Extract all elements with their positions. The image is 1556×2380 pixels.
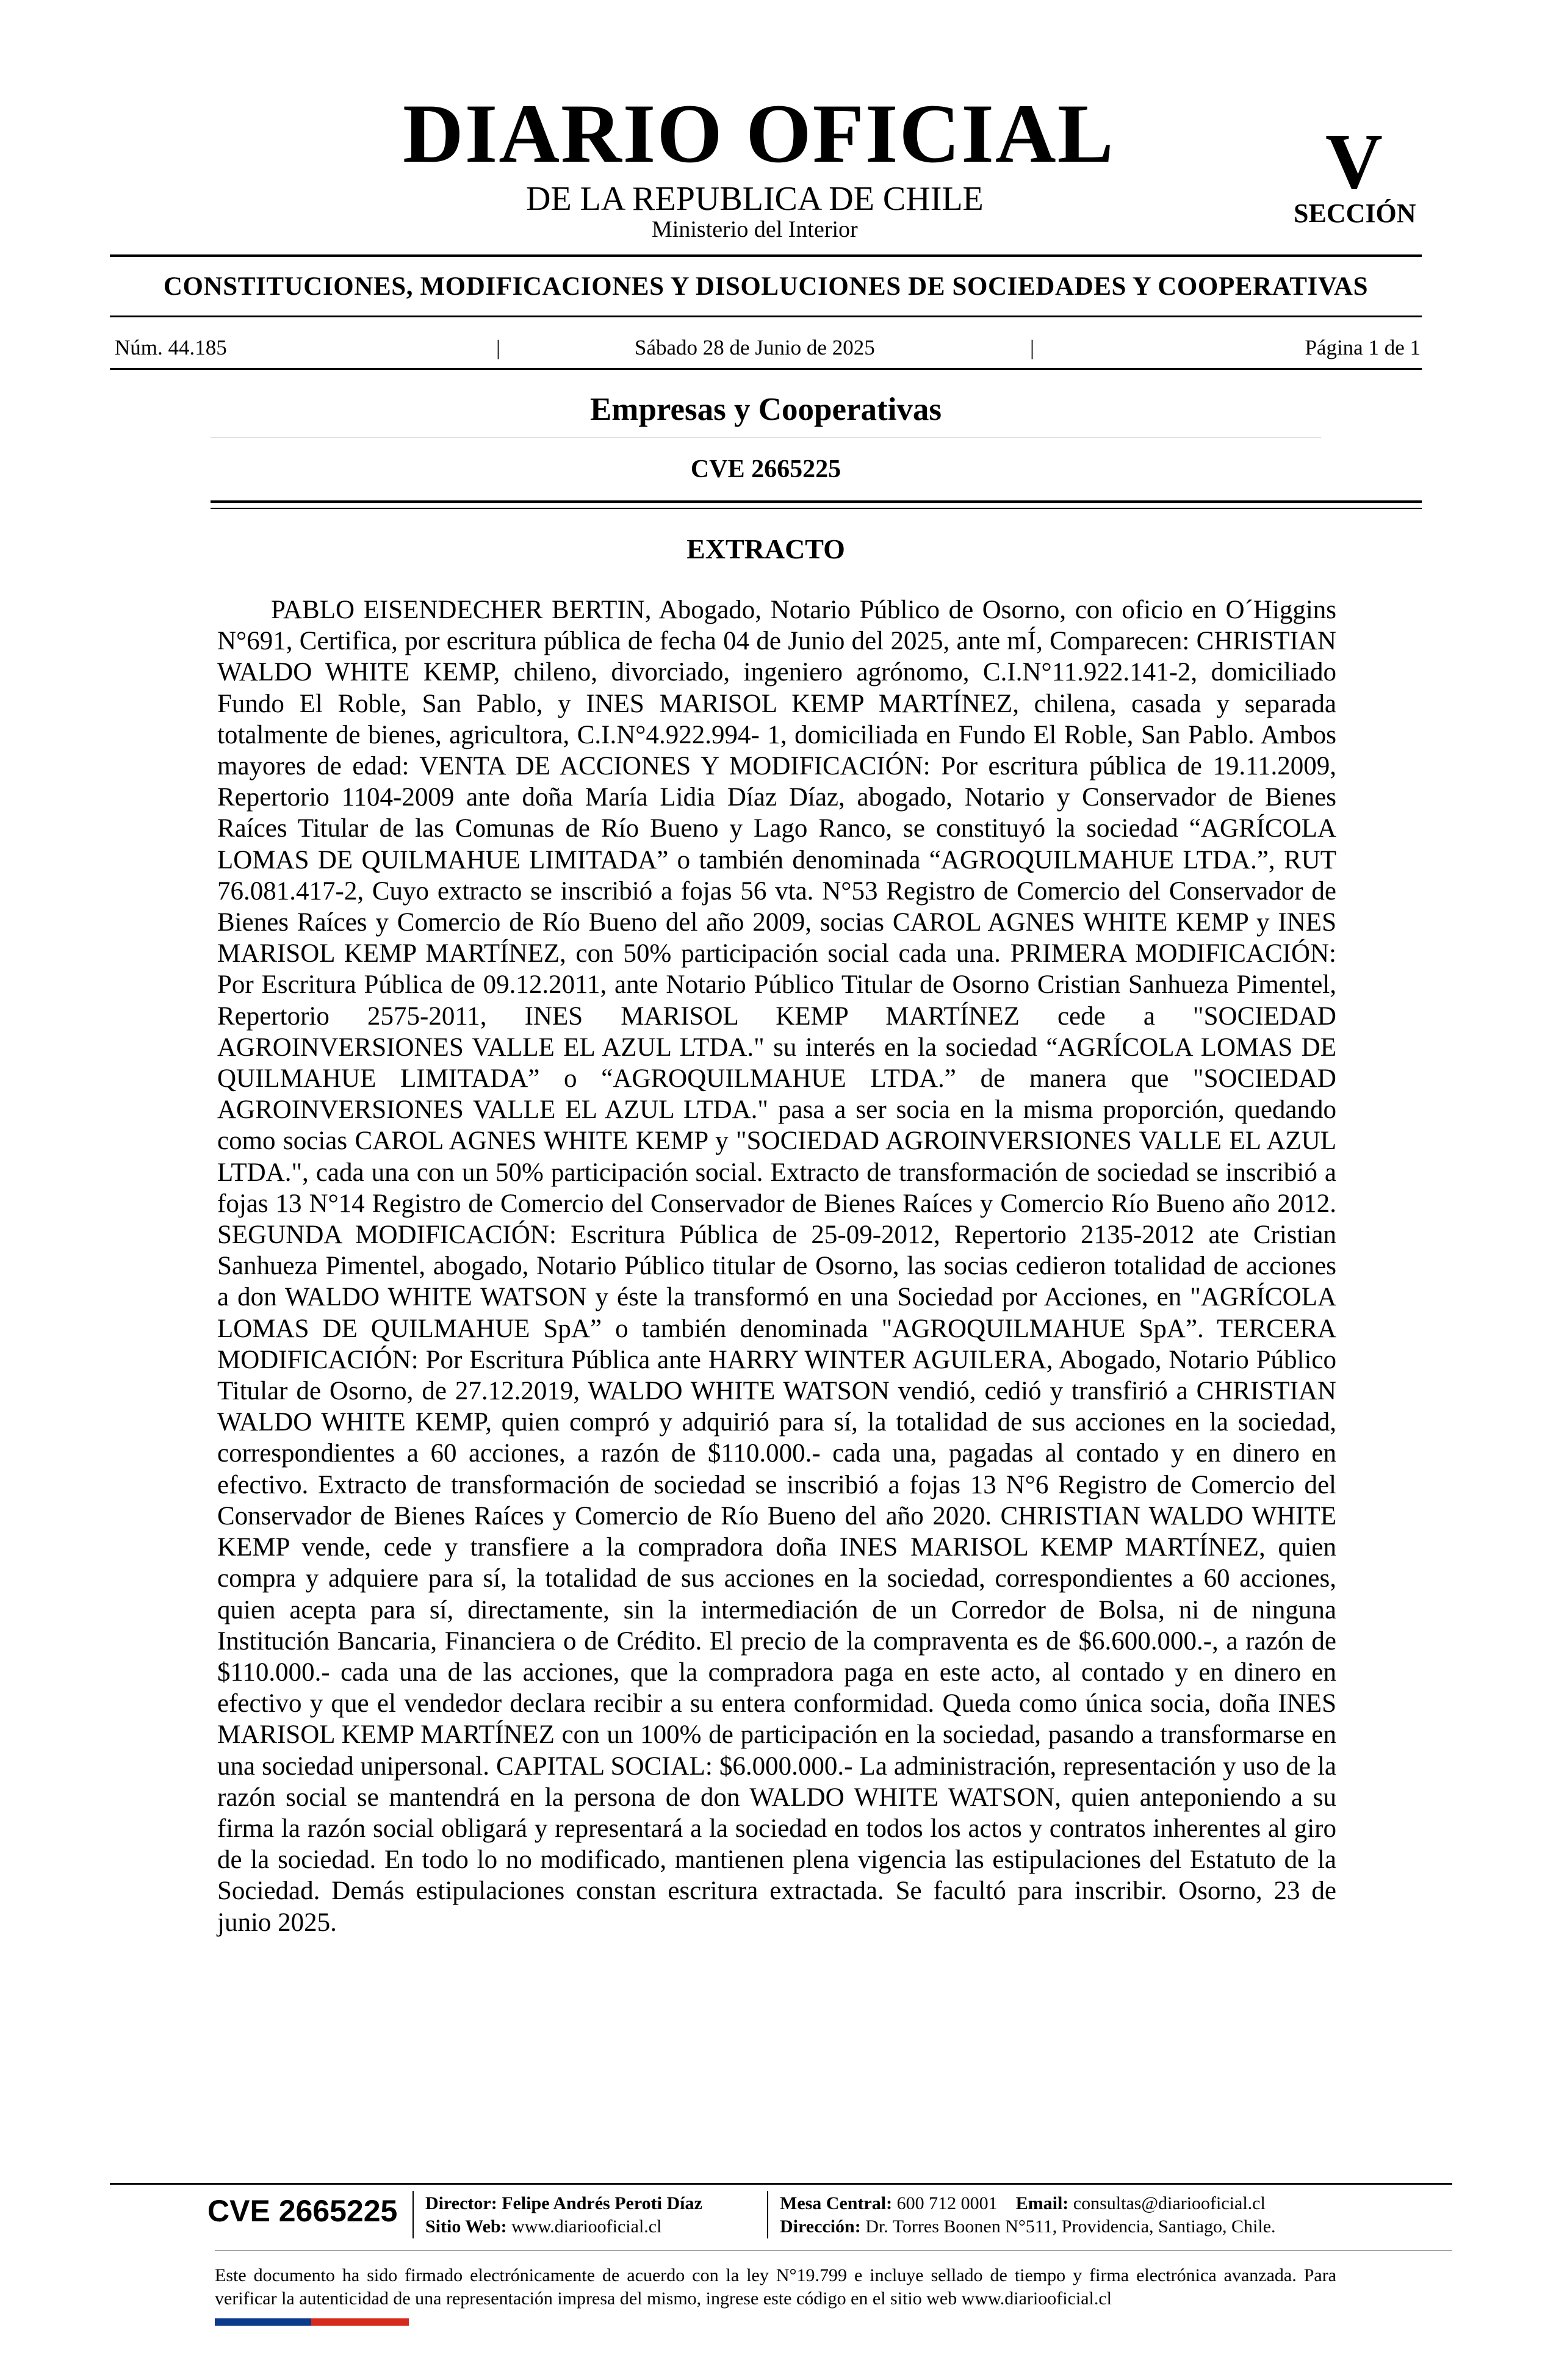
footer-separator <box>412 2191 414 2238</box>
footer-separator <box>767 2191 768 2238</box>
category-rule <box>110 316 1422 317</box>
footer-website <box>425 2215 702 2238</box>
website-link[interactable]: www.diariooficial.cl <box>511 2216 662 2237</box>
address-label: Dirección: <box>780 2216 861 2237</box>
footer-disclaimer-rule <box>215 2250 1452 2251</box>
flag-red-segment <box>311 2318 409 2326</box>
director-name: Felipe Andrés Peroti Díaz <box>502 2193 702 2213</box>
footer-contact-col <box>780 2192 1276 2238</box>
section-letter: V <box>1325 118 1383 206</box>
masthead-subtitle: DE LA REPUBLICA DE CHILE <box>526 180 984 218</box>
extract-title: EXTRACTO <box>686 533 845 564</box>
section-word: SECCIÓN <box>1294 198 1416 228</box>
footer-director <box>425 2192 702 2215</box>
footer-cve-code: CVE 2665225 <box>207 2194 398 2228</box>
director-label: Director: <box>425 2193 497 2213</box>
section-divider <box>211 437 1321 438</box>
footer-rule <box>110 2183 1452 2185</box>
issue-separator: | <box>1030 336 1035 359</box>
issue-number: Núm. 44.185 <box>115 336 227 359</box>
issue-info-row <box>115 336 1421 360</box>
extract-body: PABLO EISENDECHER BERTIN, Abogado, Notario Público de Osorno, con oficio en O´Higgins N°691, Certifica, por escritura pública de fecha 04 de Junio del 2025, ante mÍ, Comparecen: CHRISTIAN WALDO WHITE KEMP, chileno, divorciado, ingeniero agrónomo, C.I.N°11.922.141-2, domiciliado Fundo El Roble, San Pablo, y INES MARISOL KEMP MARTÍNEZ, chilena, casada y separada totalmente de bienes, agricultora, C.I.N°4.922.994- 1, domiciliada en Fundo El Roble, San Pablo. Ambos mayores de edad: VENTA DE ACCIONES Y MODIFICACIÓN: Por escritura pública de 19.11.2009, Repertorio 1104-2009 ante doña María Lidia Díaz Díaz, abogado, Notario y Conservador de Bienes Raíces Titular de las Comunas de Río Bueno y Lago Ranco, se constituyó la sociedad “AGRÍCOLA LOMAS DE QUILMAHUE LIMITADA” o también denominada “AGROQUILMAHUE LTDA.”, RUT 76.081.417-2, Cuyo extracto se inscribió a fojas 56 vta. N°53 Registro de Comercio del Conservador de Bienes Raíces y Comercio de Río Bueno del año 2009, socias CAROL AGNES WHITE KEMP y INES MARISOL KEMP MARTÍNEZ, con 50% participación social cada una. PRIMERA MODIFICACIÓN: Por Escritura Pública de 09.12.2011, ante Notario Público Titular de Osorno Cristian Sanhueza Pimentel, Repertorio 2575-2011, INES MARISOL KEMP MARTÍNEZ cede a "SOCIEDAD AGROINVERSIONES VALLE EL AZUL LTDA." su interés en la sociedad “AGRÍCOLA LOMAS DE QUILMAHUE LIMITADA” o “AGROQUILMAHUE LTDA.” de manera que "SOCIEDAD AGROINVERSIONES VALLE EL AZUL LTDA." pasa a ser socia en la misma proporción, quedando como socias CAROL AGNES WHITE KEMP y "SOCIEDAD AGROINVERSIONES VALLE EL AZUL LTDA.", cada una con un 50% participación social. Extracto de transformación de sociedad se inscribió a fojas 13 N°14 Registro de Comercio del Conservador de Bienes Raíces y Comercio Río Bueno año 2012. SEGUNDA MODIFICACIÓN: Escritura Pública de 25-09-2012, Repertorio 2135-2012 ate Cristian Sanhueza Pimentel, abogado, Notario Público titular de Osorno, las socias cedieron totalidad de acciones a don WALDO WHITE WATSON y éste la transformó en una Sociedad por Acciones, en "AGRÍCOLA LOMAS DE QUILMAHUE SpA” o también denominada "AGROQUILMAHUE SpA”. TERCERA MODIFICACIÓN: Por Escritura Pública ante HARRY WINTER AGUILERA, Abogado, Notario Público Titular de Osorno, de 27.12.2019, WALDO WHITE WATSON vendió, cedió y transfirió a CHRISTIAN WALDO WHITE KEMP, quien compró y adquirió para sí, la totalidad de sus acciones en la sociedad, correspondientes a 60 acciones, a razón de $110.000.- cada una, pagadas al contado y en dinero en efectivo. Extracto de transformación de sociedad se inscribió a fojas 13 N°6 Registro de Comercio del Conservador de Bienes Raíces y Comercio de Río Bueno del año 2020. CHRISTIAN WALDO WHITE KEMP vende, cede y transfiere a la compradora doña INES MARISOL KEMP MARTÍNEZ, quien compra y adquiere para sí, la totalidad de sus acciones en la sociedad, correspondientes a 60 acciones, quien acepta para sí, directamente, sin la intermediación de un Corredor de Bolsa, ni de ninguna Institución Bancaria, Financiera o de Crédito. El precio de la compraventa es de $6.600.000.-, a razón de $110.000.- cada una de las acciones, que la compradora paga en este acto, al contado y en dinero en efectivo y que el vendedor declara recibir a su entera conformidad. Queda como única socia, doña INES MARISOL KEMP MARTÍNEZ con un 100% de participación en la sociedad, pasando a transformarse en una sociedad unipersonal. CAPITAL SOCIAL: $6.000.000.- La administración, representación y uso de la razón social se mantendrá en la persona de don WALDO WHITE WATSON, quien anteponiendo a su firma la razón social obligará y representará a la sociedad en todos los actos y contratos inherentes al giro de la sociedad. En todo lo no modificado, mantienen plena vigencia las estipulaciones del Estatuto de la Sociedad. Demás estipulaciones constan escritura extractada. Se facultó para inscribir. Osorno, 23 de junio 2025. <box>217 596 1336 1937</box>
footer-phone-email <box>780 2192 1276 2215</box>
content-thin-rule <box>211 508 1422 509</box>
masthead-rule <box>110 254 1422 257</box>
masthead-ministry: Ministerio del Interior <box>652 217 858 242</box>
footer-address <box>780 2215 1276 2238</box>
email-link[interactable]: consultas@diariooficial.cl <box>1073 2193 1266 2213</box>
content-thick-rule <box>211 500 1422 503</box>
website-label: Sitio Web: <box>425 2216 507 2237</box>
issue-rule <box>110 368 1422 370</box>
address-value: Dr. Torres Boonen N°511, Providencia, Santiago, Chile. <box>865 2216 1276 2237</box>
section-title: Empresas y Cooperativas <box>589 392 942 427</box>
phone-value: 600 712 0001 <box>896 2193 998 2213</box>
issue-separator: | <box>496 336 501 359</box>
email-label: Email: <box>1015 2193 1069 2213</box>
footer-director-col <box>425 2192 702 2238</box>
footer-disclaimer: Este documento ha sido firmado electrónicamente de acuerdo con la ley N°19.799 e incluye sellado de tiempo y firma electrónica avanzada. Para verificar la autenticidad de una representación impresa del mismo, ingrese este código en el sitio web www.diariooficial.cl <box>215 2265 1336 2309</box>
category-heading: CONSTITUCIONES, MODIFICACIONES Y DISOLUCIONES DE SOCIEDADES Y COOPERATIVAS <box>163 272 1369 301</box>
flag-blue-segment <box>215 2318 311 2326</box>
masthead-title: DIARIO OFICIAL <box>403 87 1115 180</box>
issue-date: Sábado 28 de Junio de 2025 <box>635 336 875 359</box>
phone-label: Mesa Central: <box>780 2193 893 2213</box>
page-number: Página 1 de 1 <box>1305 336 1421 359</box>
cve-code: CVE 2665225 <box>690 455 841 483</box>
